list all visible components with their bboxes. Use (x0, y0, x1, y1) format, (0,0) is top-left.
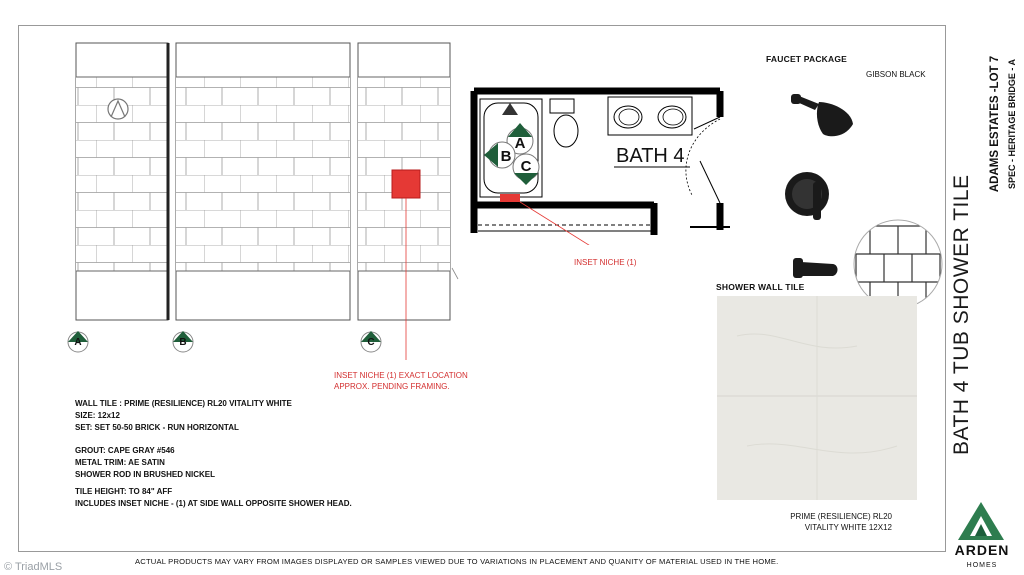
sheet-title: BATH 4 TUB SHOWER TILE (950, 174, 973, 455)
tub-valve-icon (785, 172, 829, 220)
shower-head-symbol-icon (108, 99, 128, 119)
arden-logo-icon (956, 500, 1006, 542)
elevation-b (176, 43, 350, 320)
inset-niche-marker (392, 170, 420, 198)
shower-tile-caption: PRIME (RESILIENCE) RL20 VITALITY WHITE 12X12 (790, 512, 892, 532)
disclaimer: ACTUAL PRODUCTS MAY VARY FROM IMAGES DISPLAYED OR SAMPLES VIEWED DUE TO VARIATIONS IN PLACEMENT AND QUANITY OF MATERIAL USED IN THE HOME. (135, 557, 779, 566)
project-line-1: ADAMS ESTATES -LOT 7 (989, 55, 1001, 193)
elevation-marker-a: A (66, 328, 90, 354)
elevation-a (76, 43, 168, 320)
plan-niche-marker (500, 194, 520, 202)
shower-wall-tile-heading: SHOWER WALL TILE (716, 282, 805, 292)
elevation-marker-b: B (171, 328, 195, 354)
project-line-2: SPEC - HERITAGE BRIDGE - A (1007, 59, 1017, 190)
plan-marker-b (484, 142, 515, 168)
niche-location-note: INSET NICHE (1) EXACT LOCATION APPROX. PENDING FRAMING. (334, 371, 468, 391)
tile-spec-block: WALL TILE : PRIME (RESILIENCE) RL20 VITALITY WHITE SIZE: 12x12 SET: SET 50-50 BRICK - RUN HORIZONTAL GROUT: CAPE GRAY #546 METAL TRIM: AE SATIN SHOWER ROD IN BRUSHED NICKEL TILE HEIGHT: TO 84" AFF INCLUDES INSET NICHE - (1) AT SIDE WALL OPPOSITE SHOWER HEAD. (75, 399, 352, 508)
plan-niche-label: INSET NICHE (1) (574, 258, 637, 267)
shower-tile-swatch (717, 296, 917, 500)
logo-sub: HOMES (966, 562, 998, 569)
elevation-marker-c: C (359, 328, 383, 354)
plan-room-label: BATH 4 (616, 145, 685, 167)
svg-text:A: A (514, 135, 526, 152)
elevation-c (358, 43, 458, 360)
floor-plan (468, 85, 738, 245)
tub-spout-icon (793, 258, 838, 278)
faucet-package-heading: FAUCET PACKAGE (766, 54, 848, 64)
svg-text:C: C (520, 158, 532, 175)
wall-elevations (60, 35, 480, 360)
faucet-finish: GIBSON BLACK (866, 70, 926, 79)
logo-name: ARDEN (954, 542, 1010, 558)
plan-marker-triangle-top (502, 103, 518, 115)
plan-marker-c (513, 154, 539, 185)
shower-head-icon (791, 94, 853, 136)
watermark: © TriadMLS (4, 561, 63, 573)
svg-text:B: B (500, 148, 512, 165)
